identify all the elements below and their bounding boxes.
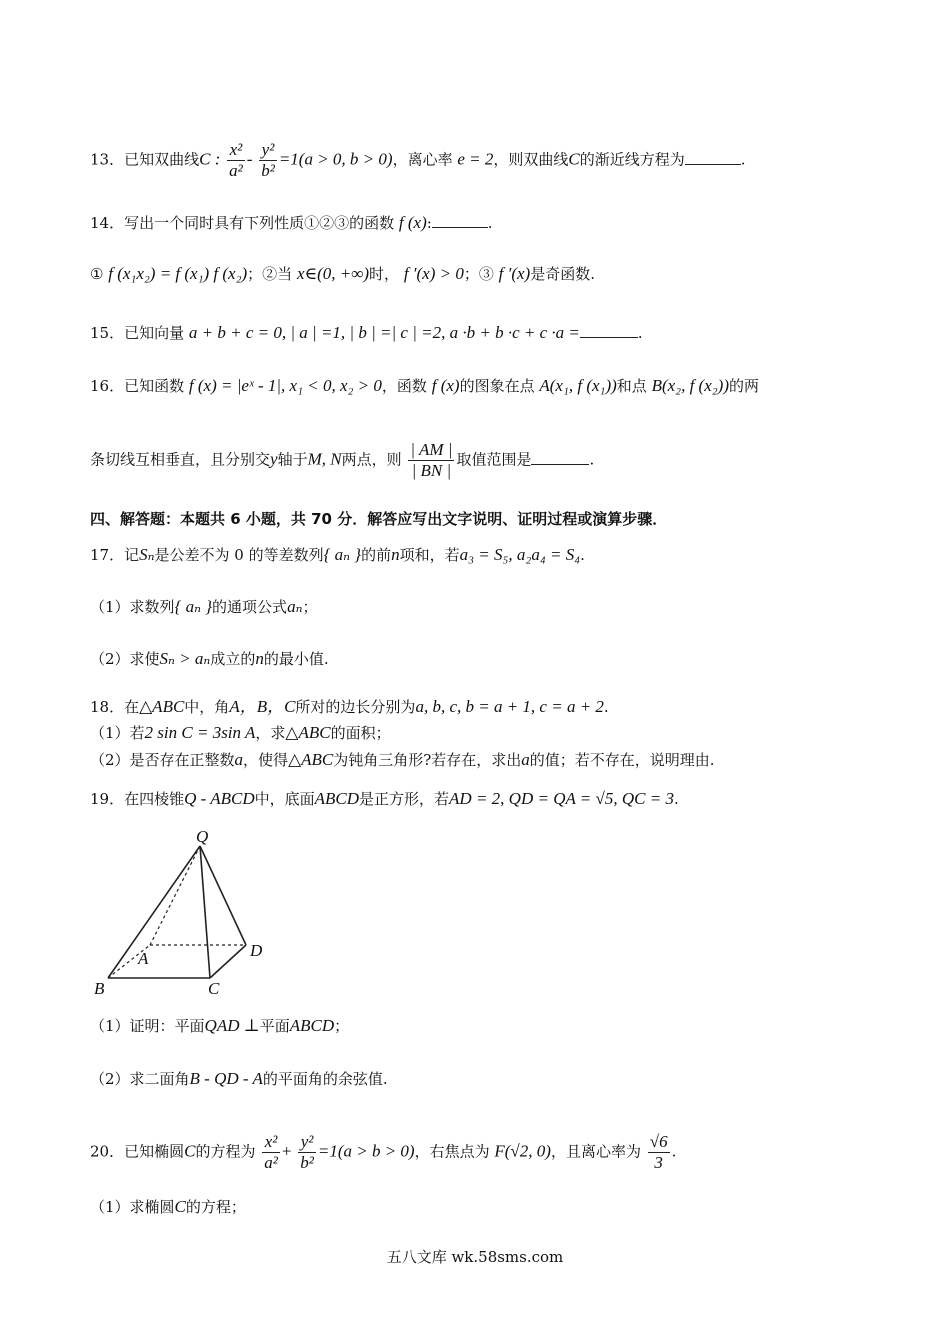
answer-blank — [432, 213, 488, 228]
question-15: 15．已知向量 a + b + c = 0, | a | =1, | b | =| c | =2, a ·b + b ·c + c ·a = . — [90, 323, 643, 342]
fraction-eccentricity: $\frac{√6}{3}$ — [649, 1132, 668, 1172]
question-17-part2: （2）求使Sₙ > aₙ成立的n的最小值. — [90, 649, 329, 668]
section-heading: 四、解答题：本题共 6 小题，共 70 分．解答应写出文字说明、证明过程或演算步骤． — [90, 510, 668, 528]
edge-qb — [108, 846, 200, 978]
question-20: 20．已知椭圆C的方程为 $\frac{\text{x²}}{\text{a²}}$ + $\frac{\text{y²}}{\text{b²}}$ =1(a > b > 0)，右焦点为 F(√2, 0)，且离心率为 $\frac{√6}{3}$ . — [90, 1132, 677, 1172]
question-18-part1: （1）若2 sin C = 3sin A，求△ABC的面积； — [90, 723, 391, 742]
vertex-label-d: D — [250, 941, 263, 960]
pyramid-figure — [88, 828, 288, 1000]
question-19-part1: （1）证明：平面QAD ⊥平面ABCD； — [90, 1016, 350, 1035]
fraction-y2-b2: $\frac{\text{y²}}{\text{b²}}$ — [300, 1132, 314, 1172]
question-17-part1: （1）求数列{ aₙ }的通项公式aₙ； — [90, 597, 318, 616]
question-16: 16．已知函数 f (x) = |eˣ - 1|, x₁ < 0, x₂ > 0，函数 f (x)的图象在点 A(x₁, f (x₁))和点 B(x₂, f (x₂))的两 — [90, 376, 760, 395]
edge-cd — [210, 945, 246, 978]
question-13: 13．已知双曲线C : $\frac{\text{x²}}{\text{a²}}$ - $\frac{\text{y²}}{\text{b²}}$ =1(a > 0, b > 0)，离心率 e = 2，则双曲线C的渐近线方程为 . — [90, 140, 746, 180]
vertex-label-q: Q — [196, 828, 209, 846]
fraction-y2-b2: $\frac{\text{y²}}{\text{b²}}$ — [261, 140, 275, 180]
question-19-part2: （2）求二面角B - QD - A的平面角的余弦值. — [90, 1069, 388, 1088]
question-14: 14．写出一个同时具有下列性质①②③的函数 f (x): . — [90, 213, 493, 232]
question-20-part1: （1）求椭圆C的方程； — [90, 1197, 246, 1216]
question-17: 17．记Sₙ是公差不为 0 的等差数列{ aₙ }的前n项和，若a₃ = S₅, a₂a₄ = S₄. — [90, 545, 585, 564]
question-16-line2: 条切线互相垂直，且分别交y轴于M, N两点，则 $\frac{| AM |}{| BN |}$ 取值范围是 . — [90, 440, 595, 480]
answer-blank — [580, 323, 638, 338]
fraction-x2-a2: $\frac{\text{x²}}{\text{a²}}$ — [229, 140, 243, 180]
fraction-am-bn: $\frac{| AM |}{| BN |}$ — [410, 440, 453, 480]
vertex-label-a: A — [138, 949, 149, 968]
question-14-properties: ① f (x₁x₂) = f (x₁) f (x₂)；②当 x∈(0, +∞)时， f ′(x) > 0；③ f ′(x)是奇函数. — [90, 264, 595, 283]
question-18: 18．在△ABC中，角A，B，C所对的边长分别为a, b, c, b = a + 1, c = a + 2. — [90, 697, 609, 716]
question-19: 19．在四棱锥Q - ABCD中，底面ABCD是正方形，若AD = 2, QD = QA = √5, QC = 3. — [90, 789, 679, 808]
edge-qa-hidden — [150, 846, 200, 945]
page-footer: 五八文库 wk.58sms.com — [386, 1248, 564, 1266]
vertex-label-b: B — [94, 979, 105, 998]
fraction-x2-a2: $\frac{\text{x²}}{\text{a²}}$ — [264, 1132, 278, 1172]
vertex-label-c: C — [208, 979, 220, 998]
answer-blank — [685, 150, 741, 165]
question-18-part2: （2）是否存在正整数a，使得△ABC为钝角三角形?若存在，求出a的值；若不存在，说明理由. — [90, 750, 715, 769]
answer-blank — [531, 450, 589, 465]
